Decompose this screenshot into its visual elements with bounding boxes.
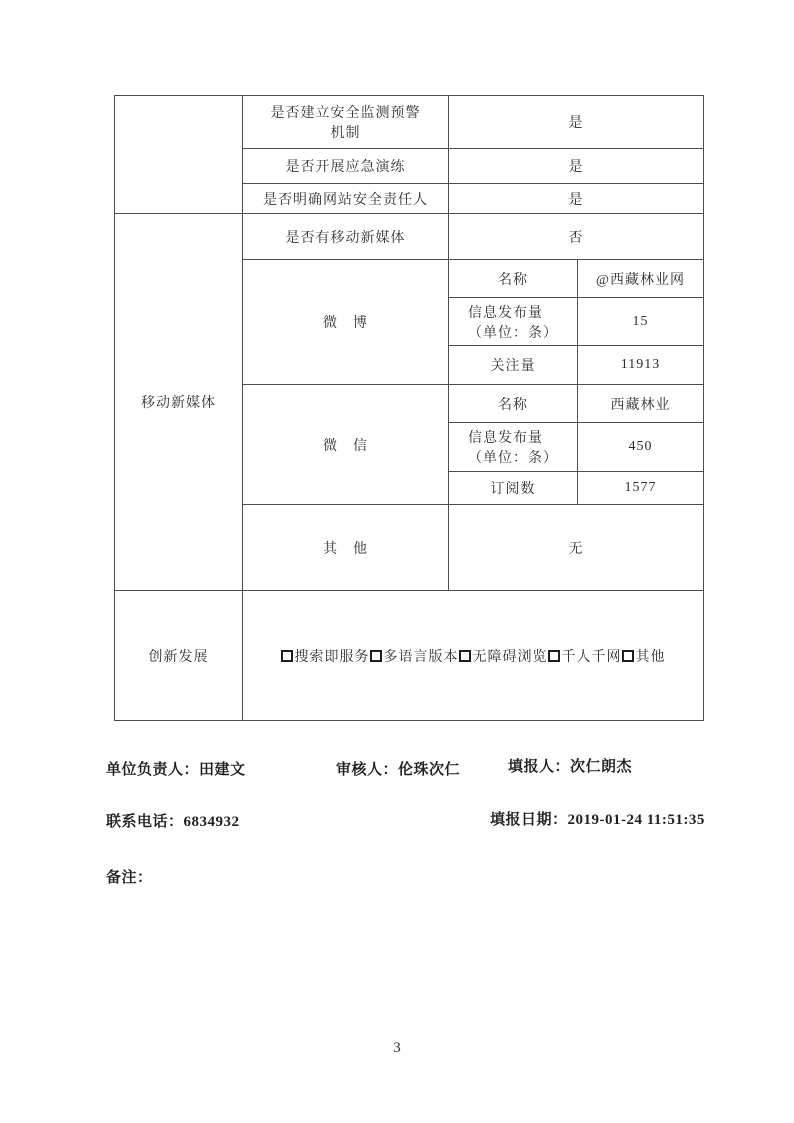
innovation-option (548, 650, 622, 665)
security-answer-cell: 是 (449, 149, 704, 184)
wechat-value-cell: 1577 (578, 472, 704, 505)
wechat-value-cell: 西藏林业 (578, 385, 704, 423)
checkbox-unchecked-icon (622, 650, 634, 662)
innovation-options-row (281, 650, 666, 665)
checkbox-unchecked-icon (370, 650, 382, 662)
weibo-value-cell: @西藏林业网 (578, 260, 704, 298)
footer-unit-head: 单位负责人：田建文 (106, 762, 246, 778)
security-question-cell: 是否明确网站安全责任人 (243, 184, 449, 214)
weibo-label-cell: 微 博 (243, 260, 449, 385)
weibo-key-line1: 关注量 (490, 359, 536, 374)
footer-remark-label: 备注： (106, 870, 153, 886)
section-header-cell-empty (115, 96, 243, 214)
section-header-mobile-media: 移动新媒体 (115, 214, 243, 591)
mobile-media-answer-cell: 否 (449, 214, 704, 260)
wechat-label-cell: 微 信 (243, 385, 449, 505)
wechat-key-cell (449, 472, 578, 505)
report-table (114, 95, 704, 721)
innovation-option-label: 千人千网 (561, 649, 622, 665)
wechat-key-cell (449, 385, 578, 423)
checkbox-unchecked-icon (459, 650, 471, 662)
innovation-option (622, 650, 666, 665)
wechat-key-line1: 名称 (498, 397, 528, 413)
page-number: 3 (393, 1040, 401, 1056)
wechat-key-line1: 订阅数 (490, 482, 536, 497)
innovation-option-label: 多语言版本 (383, 649, 459, 665)
weibo-key-line1: 信息发布量 (468, 305, 543, 321)
checkbox-unchecked-icon (281, 650, 293, 662)
innovation-option (281, 650, 370, 665)
weibo-key-cell (449, 346, 578, 385)
wechat-value-cell: 450 (578, 423, 704, 472)
wechat-key-line2: （单位：条） (468, 451, 558, 466)
innovation-option-label: 无障碍浏览 (472, 649, 548, 665)
weibo-key-cell (449, 260, 578, 298)
mobile-media-question-cell: 是否有移动新媒体 (243, 214, 449, 260)
footer-filler: 填报人：次仁朗杰 (508, 759, 633, 775)
weibo-key-line1: 名称 (498, 272, 528, 288)
innovation-option (459, 650, 548, 665)
innovation-option (370, 650, 459, 665)
footer-phone: 联系电话：6834932 (106, 814, 240, 830)
security-question-cell: 是否开展应急演练 (243, 149, 449, 184)
footer-reviewer: 审核人：伦珠次仁 (336, 762, 461, 778)
other-media-value-cell: 无 (449, 505, 704, 591)
weibo-key-cell (449, 298, 578, 346)
security-question-line1: 是否建立安全监测预警 (270, 106, 421, 121)
security-answer-cell: 是 (449, 184, 704, 214)
weibo-value-cell: 11913 (578, 346, 704, 385)
wechat-key-line1: 信息发布量 (468, 431, 543, 446)
innovation-option-label: 搜索即服务 (294, 649, 370, 665)
innovation-option-label: 其他 (635, 649, 666, 665)
checkbox-unchecked-icon (548, 650, 560, 662)
weibo-value-cell: 15 (578, 298, 704, 346)
security-question-cell (243, 96, 449, 149)
security-question-line2: 机制 (330, 126, 361, 141)
innovation-options-cell (243, 591, 704, 721)
other-media-label-cell: 其 他 (243, 505, 449, 591)
security-answer-cell: 是 (449, 96, 704, 149)
wechat-key-cell (449, 423, 578, 472)
section-header-innovation: 创新发展 (115, 591, 243, 721)
footer-date: 填报日期：2019-01-24 11:51:35 (490, 812, 705, 828)
weibo-key-line2: （单位：条） (468, 325, 558, 341)
